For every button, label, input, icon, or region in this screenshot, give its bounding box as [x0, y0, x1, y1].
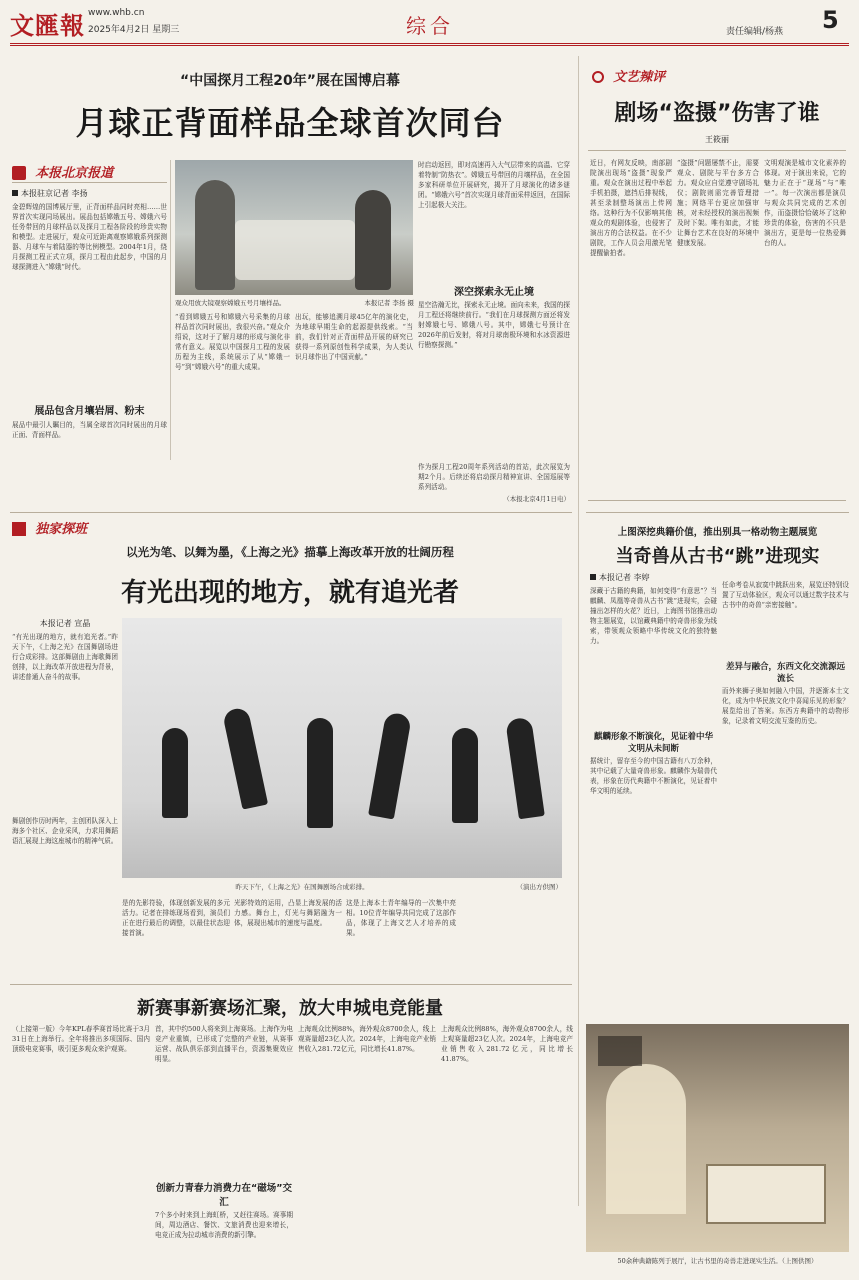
dance-tag-label: 独家探班 — [35, 522, 88, 537]
flag-icon — [12, 522, 26, 536]
review-headline: 剧场“盗摄”伤害了谁 — [614, 101, 820, 126]
books-photo-caption: 50余种典籍陈列于展厅，让古书里的奇兽走进现实生活。（上图供图） — [617, 1257, 818, 1265]
moon-col2: 时启动返回，即对高速再入大气层带来的高温、它穿着特制“防热衣”。嫦娥五号带回的月壤样品，在全国多家科研单位开展研究，揭开了月球演化的诸多谜团。“嫦娥六号”首次实现月球背面采样返回，在国际上引起极大关注。 — [418, 161, 570, 209]
dancer-silhouette-icon — [452, 728, 478, 823]
review-col1: 近日，有网友反映，南部剧院演出现场“盗摄”现象严重。观众在演出过程中举起手机拍摄，遮挡后排视线，甚至录制整场演出上传网络。这种行为不仅影响其他观众的观剧体验，也侵害了演出方的合法权益。在不少剧院，工作人员会用激光笔提醒偷拍者。 — [590, 159, 672, 257]
byline-marker-icon — [590, 574, 596, 580]
review-col3: 文明观演是城市文化素养的体现。对于演出来说，它的魅力正在于“现场”与“唯一”。每一次演出都是演员与观众共同完成的艺术创作，而盗摄恰恰破坏了这种珍贵的体验，伤害的不只是演出方，更是每一位热爱舞台的人。 — [764, 159, 846, 247]
dance-headline: 有光出现的地方，就有追光者 — [120, 578, 459, 608]
website-url[interactable]: www.whb.cn — [88, 8, 145, 18]
books-col1b: 据统计，留存至今的中国古籍有八万余种，其中记载了大量奇兽形象。麒麟作为瑞兽代表，形象在历代典籍中不断演化，见证着中华文明的延续。 — [590, 757, 717, 795]
books-photo — [586, 1024, 849, 1252]
moon-tag — [12, 162, 162, 182]
review-tag — [592, 66, 712, 88]
esports-col5: 上海观众比例88%，海外观众8700余人，线上观赛量超23亿人次。2024年，上海电竞产业销售收入281.72亿元，同比增长41.87%。 — [441, 1025, 573, 1063]
moon-col1b: 展品中最引人瞩目的，当属全球首次同时展出的月球正面、背面样品。 — [12, 421, 167, 439]
responsible-editor: 责任编辑/杨燕 — [726, 27, 784, 37]
review-rule-bottom — [588, 500, 846, 501]
review-col2: “盗摄”问题屡禁不止，需要观众、剧院与平台多方合力。观众应自觉遵守剧场礼仪；剧院则需完善管理措施；网络平台更应加强审核，对未经授权的演出视频及时下架。唯有如此，才能让舞台艺术在良好的环境中健康发展。 — [677, 159, 759, 247]
display-case-icon — [706, 1164, 826, 1224]
dance-kicker: 以光为笔、以舞为墨，《上海之光》描摹上海改革开放的壮阔历程 — [126, 545, 454, 559]
right-section-divider — [586, 512, 849, 513]
dance-col1b: 舞剧创作历时两年，主创团队深入上海多个社区、企业采风，力求用舞蹈语汇展现上海这座城市的精神气质。 — [12, 817, 118, 845]
visitor-silhouette-icon — [195, 180, 235, 290]
moon-col1: 金碧辉煌的国博展厅里，正背面样品同时亮相……世界首次实现同场展出。展品包括嫦娥五号、嫦娥六号任务带回的月球样品以及探月工程各阶段的珍贵实物和模型。走进展厅，观众可近距离观察嫦娥系列探测器、月球车与着陆器的等比例模型。2004年1月，绕月探测工程正式立项，探月工程由此起步，中国的月球探测进入“嫦娥”时代。 — [12, 203, 167, 271]
review-rule-top — [588, 150, 846, 151]
moon-photo — [175, 160, 413, 295]
moon-col-divider — [170, 160, 171, 460]
dance-photo — [122, 618, 562, 878]
dancer-silhouette-icon — [368, 712, 412, 820]
left-section-divider — [10, 512, 572, 513]
review-author: 王筱丽 — [705, 135, 729, 144]
exhibit-arch-icon — [606, 1064, 686, 1214]
books-col1: 深藏于古籍的典籍，如何变得“有意思”？当麒麟、凤凰等奇兽从古书“跳”进现实，会碰撞出怎样的火花？近日，上海图书馆推出动物主题展览，以馆藏典籍中的奇兽形象为线索，带领观众领略中华传统文化的独特魅力。 — [590, 587, 717, 645]
moon-col3: “看到嫦娥五号和嫦娥六号采集的月球样品首次同时展出，我很兴奋。”观众介绍说，这对于了解月球的形成与演化非常有意义。展览以中国探月工程的发展历程为主线，系统展示了从“嫦娥一号”到“嫦娥六号”的重大成果。 — [175, 313, 290, 371]
exhibit-sign-icon — [598, 1036, 642, 1066]
moon-photo-caption: 观众用放大镜观察嫦娥五号月壤样品。 — [175, 299, 286, 307]
dance-col2: 是的先影符验，体现创新发展的多元活力。记者在排练现场看到，演员们正在进行最后的调整，以最佳状态迎接首演。 — [122, 899, 230, 937]
books-subhead-1: 麒麟形象不断演化，见证着中华文明从未间断 — [593, 732, 713, 754]
display-case-icon — [235, 220, 355, 280]
byline-marker-icon — [12, 190, 18, 196]
dance-byline: 本报记者 宣晶 — [39, 619, 91, 628]
esports-headline: 新赛事新赛场汇聚，放大申城电竞能量 — [137, 998, 443, 1019]
books-col2b: 而外来狮子奥如何融入中国，并逐渐本土文化，成为中华民族文化中喜闻乐见的形象？展览给出了答案。东西方典籍中的动物形象，记录着文明交流互鉴的历史。 — [722, 687, 849, 725]
moon-col5: 作为探月工程20周年系列活动的首站，此次展览为期2个月。后续还将启动探月精神宣讲、全国巡展等系列活动。 — [418, 463, 570, 490]
esports-divider — [10, 984, 572, 985]
moon-subhead-2: 深空探索永无止境 — [454, 287, 534, 298]
dancer-silhouette-icon — [307, 718, 333, 828]
esports-col1: （上接第一版）今年KPL春季赛首场比赛于3月31日在上海举行。全年将推出多项国际、国内顶级电竞赛事，吸引更多观众来沪观赛。 — [12, 1025, 150, 1053]
pen-icon — [12, 166, 26, 180]
books-headline: 当奇兽从古书“跳”进现实 — [615, 546, 820, 567]
section-name: 综合 — [406, 14, 454, 38]
moon-tag-rule — [12, 182, 167, 183]
moon-col4: 出玩，能够追溯月球45亿年的演化史，为地球早期生命的起源提供线索。“当前，我们针对正背面样品开展的研究已获得一系列原创性科学成果，为人类认识月球作出了中国贡献。” — [295, 313, 413, 361]
issue-date: 2025年4月2日 星期三 — [88, 25, 180, 35]
dance-photo-caption: 昨天下午，《上海之光》在国舞剧场合成彩排。 — [235, 883, 369, 891]
esports-col3: 7个多小时来到上海虹桥，又赶往赛场。赛事期间，周边酒店、餐饮、文旅消费也迎来增长，电竞正成为拉动城市消费的新引擎。 — [155, 1211, 293, 1239]
dance-tag — [12, 518, 162, 538]
books-col2: 任命考卷从寂寞中跳跃出来，展览还特别设置了互动体验区，观众可以通过数字技术与古书中的奇兽“亲密接触”。 — [722, 581, 849, 609]
dancer-silhouette-icon — [162, 728, 188, 818]
books-subhead-2: 差异与融合，东西文化交流源远流长 — [725, 662, 845, 684]
books-kicker: 上图深挖典籍价值，推出别具一格动物主题展览 — [617, 527, 818, 538]
masthead — [10, 6, 849, 46]
moon-footnote: （本报北京4月1日电） — [503, 495, 570, 503]
main-column-divider — [578, 56, 579, 1206]
dancer-silhouette-icon — [222, 706, 268, 809]
moon-byline: 本报驻京记者 李扬 — [12, 188, 167, 199]
esports-col4: 上海观众比例88%，海外观众8700余人，线上观赛量超23亿人次。2024年，上海电竞产业销售收入281.72亿元，同比增长41.87%。 — [298, 1025, 436, 1053]
moon-photo-credit: 本报记者 李扬 摄 — [364, 299, 414, 307]
dance-col3: 光影特效的运用，凸显上海发展的活力感。舞台上，灯光与舞蹈融为一体，展现出城市的速度与温度。 — [234, 899, 342, 927]
visitor-silhouette-icon — [355, 190, 391, 290]
quote-icon — [592, 71, 604, 83]
review-tag-label: 文艺辣评 — [613, 70, 666, 85]
newspaper-logo: 文匯報 — [10, 12, 85, 40]
moon-subhead-1: 展品包含月壤岩屑、粉末 — [34, 406, 145, 417]
moon-headline: 月球正背面样品全球首次同台 — [75, 104, 505, 142]
dance-col1: “有光出现的地方，就有追光者。”昨天下午，《上海之光》在国舞剧场进行合成彩排。这部舞剧由上海歌舞团创排，以上海改革开放进程为背景，讲述普通人奋斗的故事。 — [12, 633, 118, 681]
books-byline: 本报记者 李婷 — [590, 572, 720, 583]
dance-col4: 这是上海本土青年编导的一次集中亮相。10位青年编导共同完成了这部作品，体现了上海文艺人才培养的成果。 — [346, 899, 456, 937]
moon-tag-label: 本报北京报道 — [35, 166, 114, 181]
dancer-silhouette-icon — [505, 717, 545, 820]
esports-subhead: 创新力青春力消费力在“磁场”交汇 — [156, 1183, 292, 1208]
dance-photo-credit: （演出方供图） — [516, 883, 562, 891]
moon-col2b: 星空浩瀚无比，探索永无止境。面向未来，我国的探月工程还将继续前行。“我们在月球探测方面还将发射嫦娥七号、嫦娥八号。其中，嫦娥七号预计在2026年前后发射，将对月球南极环境和水冰资源进行勘察探测。” — [418, 301, 570, 349]
moon-kicker: “中国探月工程20年”展在国博启幕 — [180, 73, 400, 89]
esports-col2: 首，其中约500人将来到上海赛场。上海作为电竞产业重镇，已形成了完整的产业链，从赛事运营、战队俱乐部到直播平台，资源集聚效应明显。 — [155, 1025, 293, 1063]
page-number: 5 — [822, 6, 839, 34]
